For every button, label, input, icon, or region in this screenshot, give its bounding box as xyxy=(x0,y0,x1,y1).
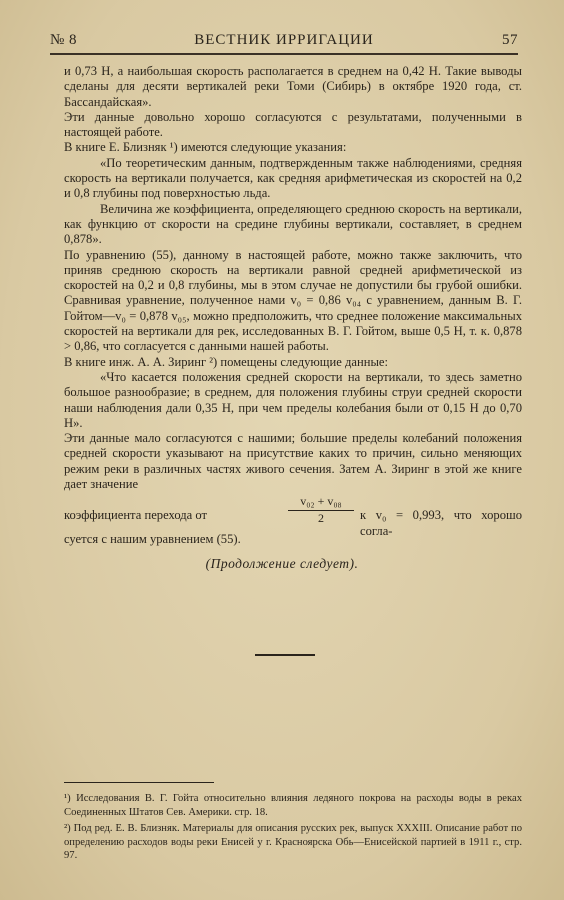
paragraph-7: В книге инж. А. А. Зиринг ²) помещены следующие данные: xyxy=(64,354,389,369)
paragraph-1: и 0,73 H, а наибольшая скорость располагается в среднем на 0,42 H. Такие выводы сделаны для десяти вертикалей реки Томи (Сибирь) в октябре 1920 года, ст. Бассандайская». xyxy=(64,64,522,109)
page-header xyxy=(50,32,518,52)
issue-number: № 8 xyxy=(50,32,78,48)
paragraph-6: По уравнению (55), данному в настоящей работе, можно также заключить, что приняв среднюю скорость на вертикали равной средней арифметической из скоростей на 0,2 и 0,8 глубины, мы в этом случае не допустили бы грубой ошибки. Сравнивая уравнение, полученное нами v₀ = 0,86 v₀₄ с уравнением, данным В. Г. Гойтом—v₀ = 0,878 v₀₅, можно предположить, что среднее положение максимальных скоростей на вертикали для рек, исследованных В. Г. Гойтом, выше 0,5 H, т. к. 0,878 > 0,86, что согласуется с данными нашей работы. xyxy=(64,247,522,354)
fraction-numerator: v₀₂ + v₀₈ xyxy=(300,494,342,509)
journal-title: ВЕСТНИК ИРРИГАЦИИ xyxy=(194,32,374,48)
formula-tail: суется с нашим уравнением (55). xyxy=(64,532,241,547)
footnote-1: ¹) Исследования В. Г. Гойта относительно влияния ледяного покрова на расходы воды в реках Соединенных Штатов Сев. Америки. стр. 18. xyxy=(64,793,522,818)
quote-paragraph-1: «По теоретическим данным, подтвержденным также наблюдениями, средняя скорость на вертикали получается, как средняя арифметическая из скоростей на 0,2 и 0,8 глубины под поверхностью льда. xyxy=(64,155,522,201)
formula-left-text: коэффициента перехода от xyxy=(64,508,208,523)
quote-paragraph-3: «Что касается положения средней скорости на вертикали, то здесь заметно большое разнообразие; в среднем, для положения глубины струи средней скорости наши наблюдения дали 0,35 H, при чем пределы колебания были от 0,15 H до 0,70 H». xyxy=(64,369,522,430)
page-number: 57 xyxy=(502,32,518,48)
fraction-denominator: 2 xyxy=(318,511,324,526)
header-rule xyxy=(50,53,518,55)
footnotes xyxy=(64,792,522,866)
formula-right-text: к v₀ = 0,993, что хорошо согла- xyxy=(360,508,522,538)
paragraph-2: Эти данные довольно хорошо согласуются с результатами, полученными в настоящей работе. xyxy=(64,109,522,140)
article-body xyxy=(64,64,522,548)
paragraph-9: Эти данные мало согласуются с нашими; большие пределы колебаний положения средней скорости указывают на присутствие каких то причин, сильно меняющих режим реки в различных частях живого сечения. Затем А. Зиринг в этой же книге дает значение xyxy=(64,431,522,492)
footnote-rule xyxy=(64,782,214,783)
quote-paragraph-2: Величина же коэффициента, определяющего среднюю скорость на вертикали, как функцию от скорости на средине глубины вертикали, составляет, в среднем 0,878». xyxy=(64,201,522,247)
paragraph-3: В книге Е. Близняк ¹) имеются следующие указания: xyxy=(64,140,347,155)
formula-line xyxy=(64,494,522,538)
fraction xyxy=(286,494,356,526)
footnote-2: ²) Под ред. Е. В. Близняк. Материалы для описания русских рек, выпуск XXXIII. Описание работ по определению расходов воды реки Енисей у г. Красноярска Обь—Енисейской партией в 1911 г., стр. 97. xyxy=(64,823,522,862)
section-divider xyxy=(255,654,315,656)
continuation-note: (Продолжение следует). xyxy=(205,556,359,571)
